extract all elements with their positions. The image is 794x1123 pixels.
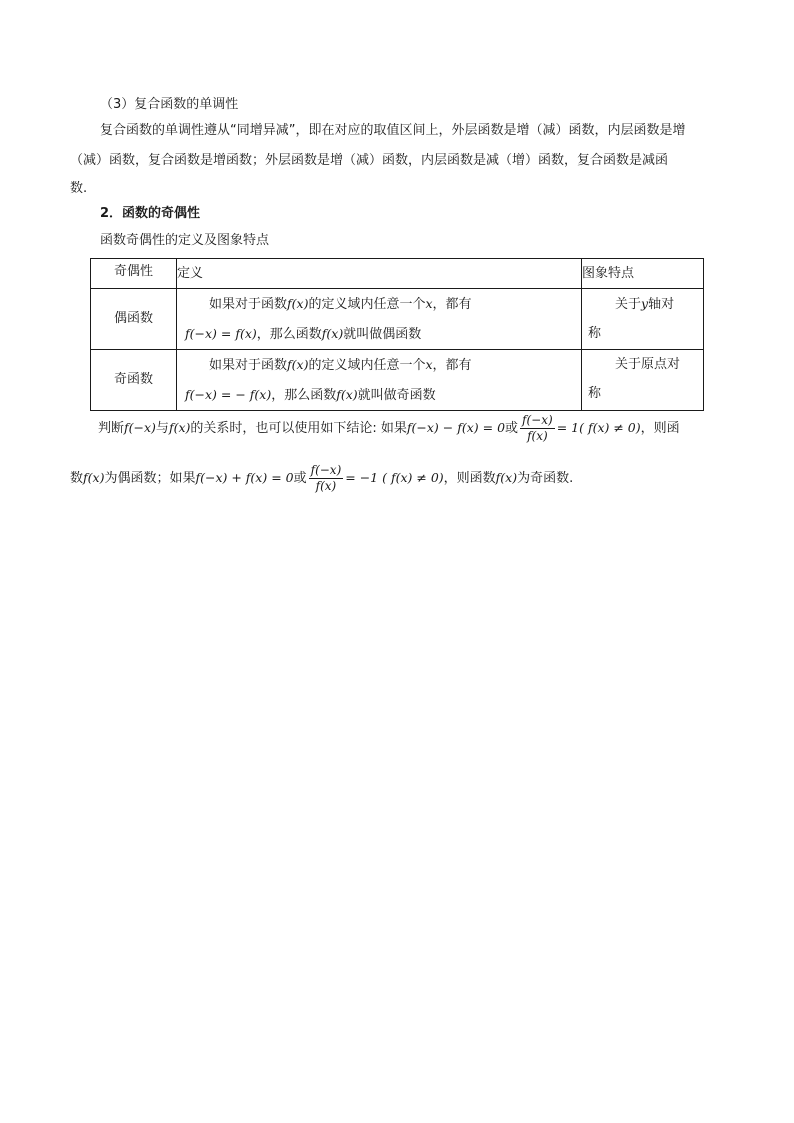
conclusion-l2-text-e: 为奇函数. bbox=[517, 471, 574, 486]
conclusion-line2 bbox=[70, 460, 573, 497]
odd-def-text-b: 的定义域内任意一个 bbox=[308, 358, 426, 373]
odd-feat-text-a: 关于原点对 bbox=[615, 357, 681, 372]
table-row-odd bbox=[91, 350, 704, 411]
conclusion-l1-f-x: f(x) bbox=[168, 420, 191, 435]
conclusion-l2-f-x: f(x) bbox=[83, 470, 105, 485]
odd-def-x: x bbox=[425, 357, 433, 372]
odd-def-text-d: ，那么函数 bbox=[271, 388, 337, 403]
even-function-name: 偶函数 bbox=[91, 289, 177, 350]
header-definition: 定义 bbox=[177, 259, 582, 289]
conclusion-l1-text-b: 与 bbox=[155, 421, 169, 436]
conclusion-l2-text-b: 为偶函数；如果 bbox=[104, 471, 196, 486]
conclusion-l1-fraction-den: f(x) bbox=[527, 429, 548, 443]
even-def-equation: f(−x) = f(x) bbox=[185, 326, 257, 341]
conclusion-line1 bbox=[98, 410, 680, 447]
conclusion-l1-text-e: ，则函 bbox=[640, 421, 680, 436]
even-feat-text-c: 称 bbox=[588, 326, 602, 341]
odd-def-fx: f(x) bbox=[287, 357, 309, 372]
conclusion-l2-text-a: 数 bbox=[70, 471, 84, 486]
conclusion-l2-f-x2: f(x) bbox=[495, 470, 518, 485]
conclusion-l1-ratio-eq: = 1( f(x) ≠ 0) bbox=[556, 420, 641, 435]
header-graph-feature: 图象特点 bbox=[582, 259, 704, 289]
section2-subheading: 函数奇偶性的定义及图象特点 bbox=[100, 233, 270, 248]
conclusion-l2-text-c: 或 bbox=[293, 471, 307, 486]
conclusion-l1-text-c: 的关系时，也可以使用如下结论: 如果 bbox=[190, 421, 407, 436]
odd-function-definition bbox=[177, 350, 582, 411]
section2-heading: 2．函数的奇偶性 bbox=[100, 206, 201, 221]
section3-paragraph-line1: 复合函数的单调性遵从“同增异减”，即在对应的取值区间上，外层函数是增（减）函数，内层函数是增 bbox=[100, 123, 686, 138]
conclusion-l2-fraction bbox=[309, 463, 344, 494]
conclusion-l2-fraction-den: f(x) bbox=[315, 479, 337, 493]
section3-paragraph-line3: 数. bbox=[70, 181, 88, 196]
odd-def-text-a: 如果对于函数 bbox=[209, 358, 288, 373]
odd-function-name: 奇函数 bbox=[91, 350, 177, 411]
conclusion-l1-text-a: 判断 bbox=[98, 421, 125, 436]
odd-def-fx2: f(x) bbox=[336, 387, 358, 402]
even-function-definition bbox=[177, 289, 582, 350]
conclusion-l2-text-d: ，则函数 bbox=[443, 471, 496, 486]
even-function-feature bbox=[582, 289, 704, 350]
even-def-text-d: ，那么函数 bbox=[256, 327, 322, 342]
conclusion-l1-fraction bbox=[520, 413, 555, 444]
odd-def-text-e: 就叫做奇函数 bbox=[357, 388, 436, 403]
conclusion-l2-ratio-eq: = −1 ( f(x) ≠ 0) bbox=[345, 470, 444, 485]
even-def-x: x bbox=[425, 296, 433, 311]
conclusion-l1-text-d: 或 bbox=[505, 421, 519, 436]
even-def-fx: f(x) bbox=[287, 296, 309, 311]
section3-heading: （3）复合函数的单调性 bbox=[100, 97, 239, 112]
conclusion-l2-fraction-num: f(−x) bbox=[310, 463, 342, 477]
even-def-text-b: 的定义域内任意一个 bbox=[308, 297, 426, 312]
parity-table bbox=[90, 258, 704, 411]
table-header-row bbox=[91, 259, 704, 289]
odd-def-equation: f(−x) = − f(x) bbox=[185, 387, 272, 402]
odd-function-feature bbox=[582, 350, 704, 411]
conclusion-l1-difference-eq: f(−x) − f(x) = 0 bbox=[406, 420, 506, 435]
even-def-text-a: 如果对于函数 bbox=[209, 297, 288, 312]
even-def-fx2: f(x) bbox=[321, 326, 344, 341]
conclusion-l1-f-neg-x: f(−x) bbox=[124, 420, 156, 435]
even-def-text-e: 就叫做偶函数 bbox=[343, 327, 422, 342]
even-feat-text-a: 关于 bbox=[615, 297, 642, 312]
odd-feat-text-c: 称 bbox=[588, 386, 602, 401]
table-row-even bbox=[91, 289, 704, 350]
odd-def-text-c: ，都有 bbox=[432, 358, 472, 373]
even-feat-text-b: 轴对 bbox=[648, 297, 675, 312]
even-feat-y: y bbox=[641, 296, 649, 311]
section3-paragraph-line2: （减）函数，复合函数是增函数；外层函数是增（减）函数，内层函数是减（增）函数，复合函数是减函 bbox=[70, 153, 669, 168]
conclusion-l2-sum-eq: f(−x) + f(x) = 0 bbox=[195, 470, 294, 485]
even-def-text-c: ，都有 bbox=[432, 297, 472, 312]
conclusion-l1-fraction-num: f(−x) bbox=[522, 413, 553, 427]
header-parity: 奇偶性 bbox=[91, 259, 177, 289]
